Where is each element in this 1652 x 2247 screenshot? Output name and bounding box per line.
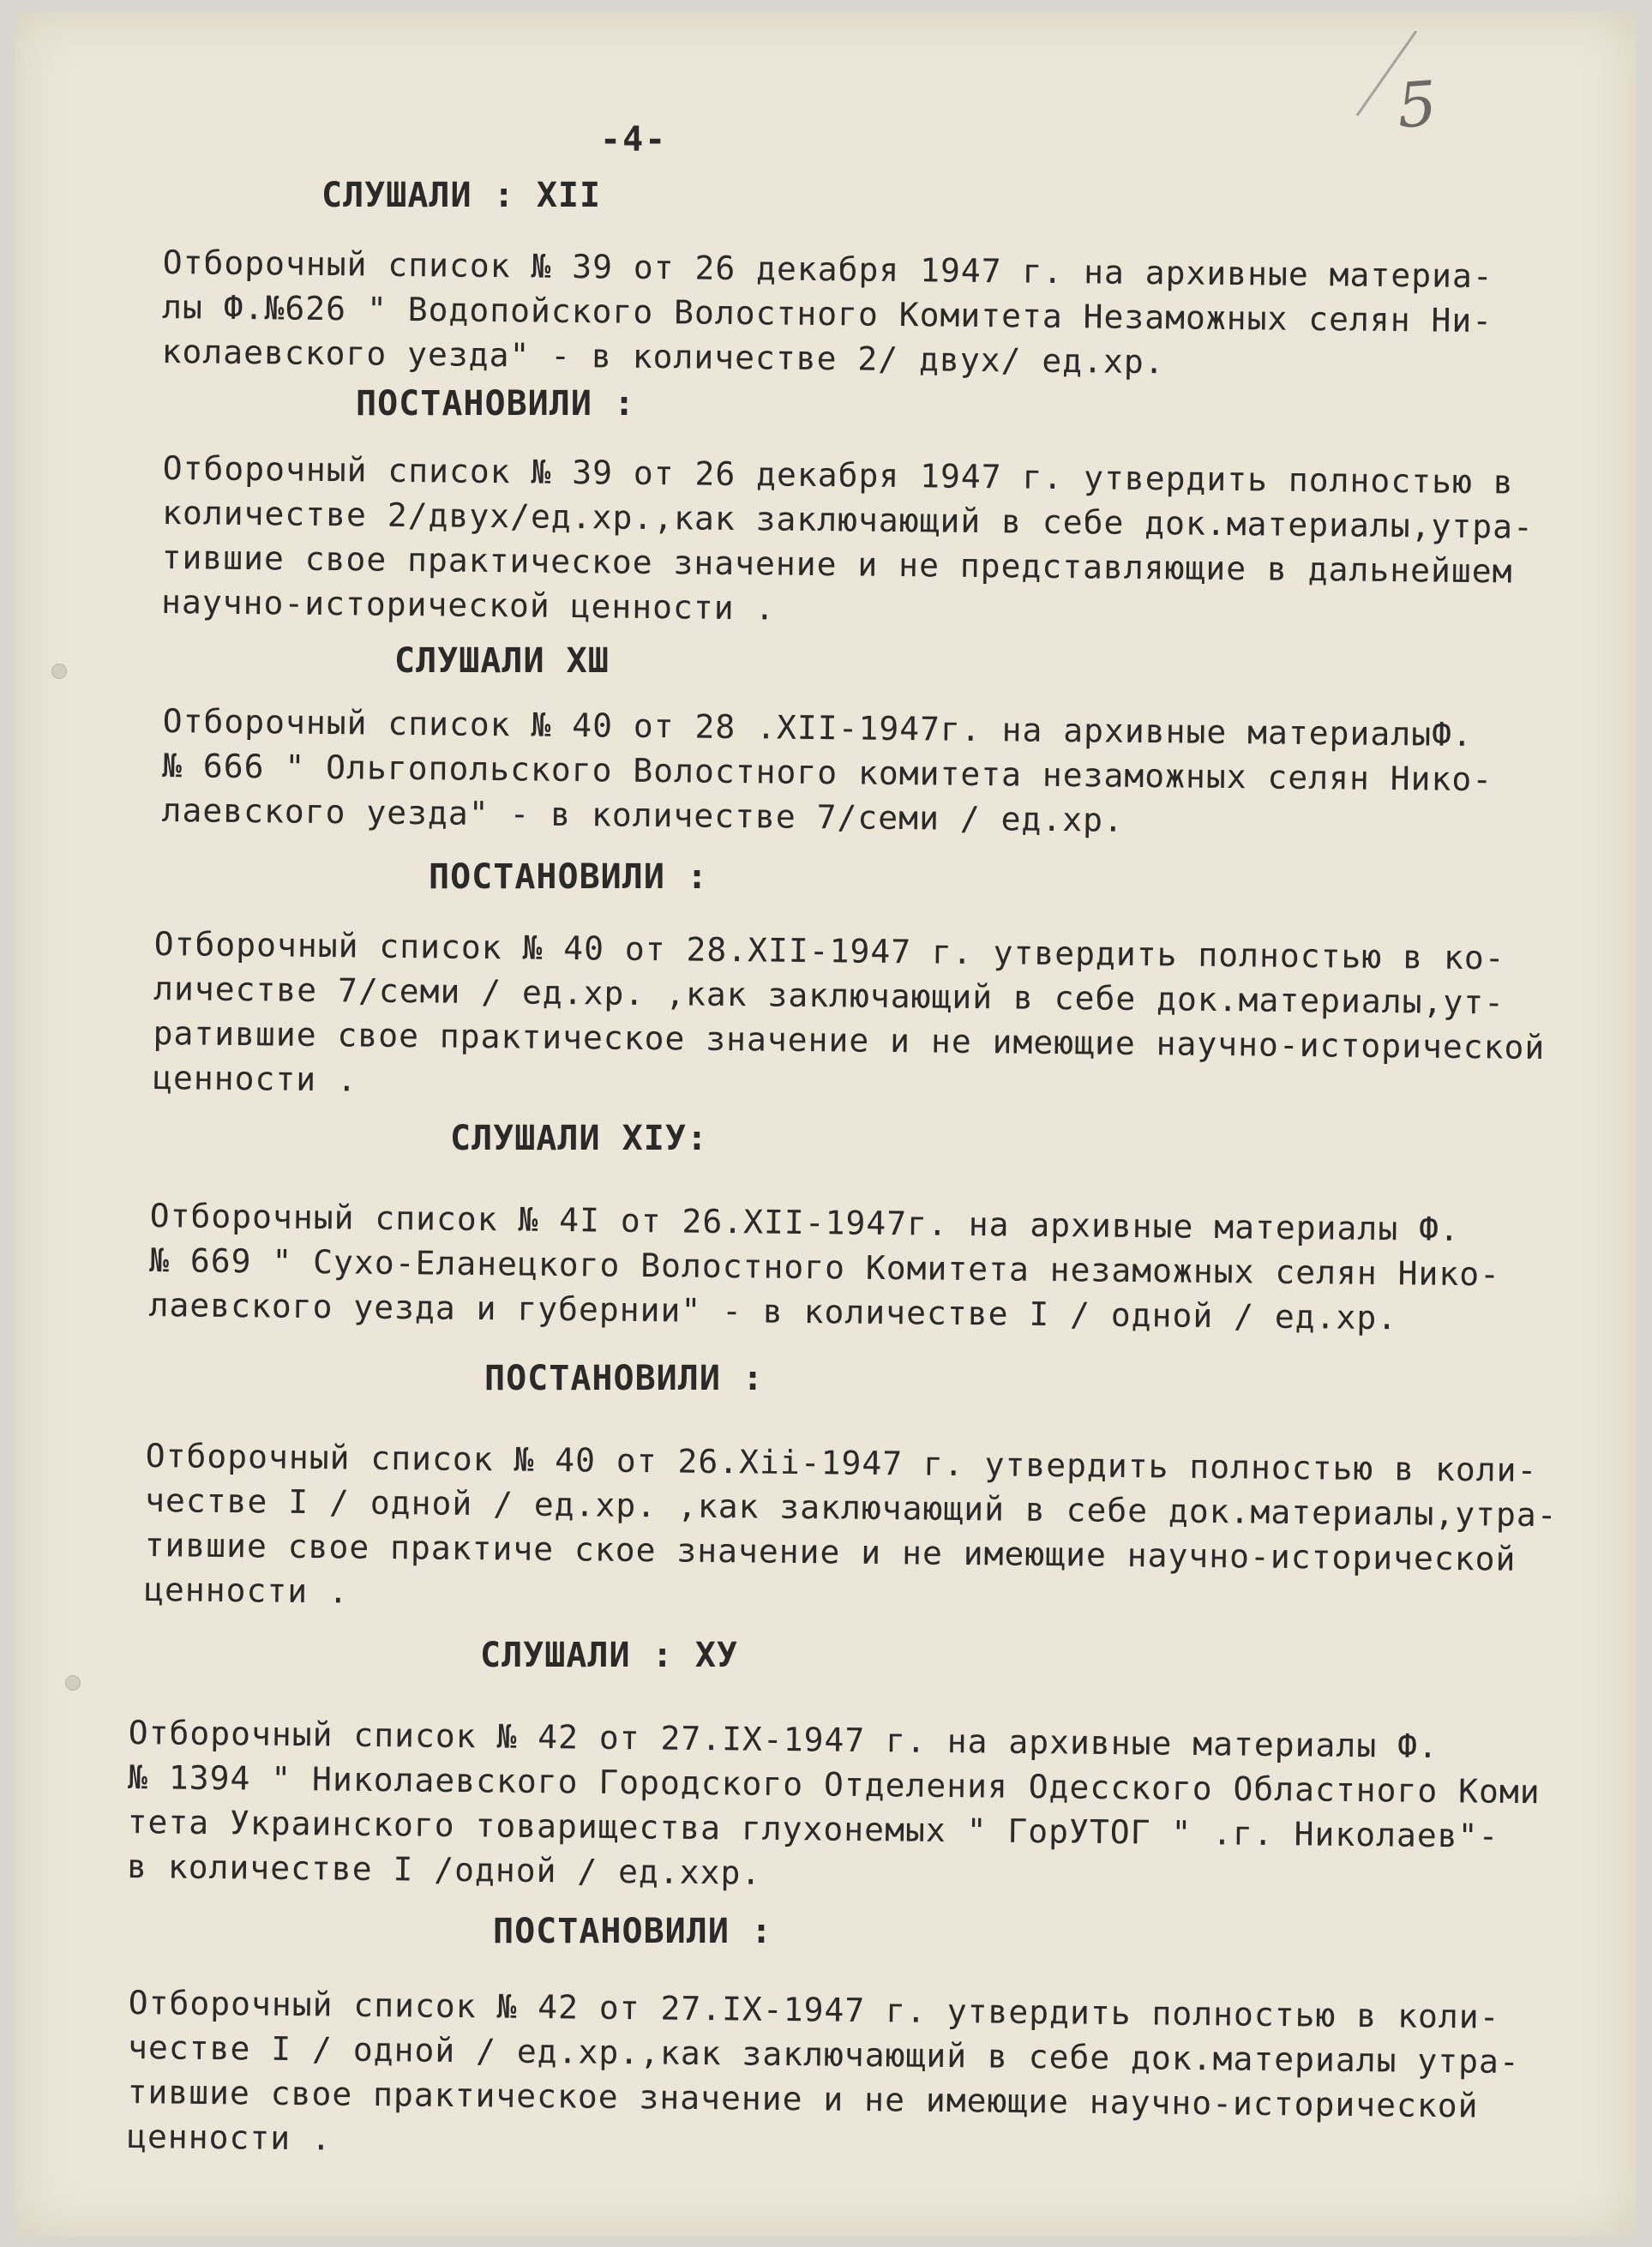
section-text	[148, 1193, 1590, 1343]
text-line: лы Ф.№626 " Водопойского Волостного Комитета Незаможных селян Ни-	[161, 287, 1493, 340]
text-line: тета Украинского товарищества глухонемых " ГорУТОГ " .г. Николаев"-	[127, 1802, 1499, 1855]
text-line: Отборочный список № 42 от 27.IX-1947 г. утвердить полностью в коли-	[128, 1983, 1500, 2036]
text-line: ценности .	[143, 1570, 350, 1611]
text-line: лаевского уезда и губернии" - в количестве I / одной / ед.хр.	[148, 1285, 1398, 1337]
text-line: тившие свое практическое значение и не имеющие научно-исторической	[127, 2072, 1479, 2125]
section-text	[153, 922, 1595, 1115]
text-line: ценности .	[126, 2117, 333, 2158]
text-line: ратившие свое практическое значение и не имеющие научно-исторической	[153, 1013, 1546, 1066]
text-line: Отборочный список № 40 от 28 .XII-1947г. на архивные материалыФ.	[162, 701, 1474, 754]
text-line: Отборочный список № 39 от 26 декабря 1947 г. на архивные материа-	[162, 243, 1493, 296]
text-line: научно-исторической ценности .	[160, 582, 776, 628]
text-line: Отборочный список № 39 от 26 декабря 1947 г. утвердить полностью в	[162, 448, 1514, 502]
text-line: количестве 2/двух/ед.хр.,как заключающий в себе док.материалы,утра-	[161, 493, 1535, 546]
text-line: честве I / одной / ед.хр. ,как заключающий в себе док.материалы,утра-	[144, 1481, 1558, 1535]
text-line: тившие свое практиче ское значение и не имеющие научно-исторической	[144, 1525, 1517, 1578]
text-line: тившие свое практическое значение и не представляющие в дальнейшем	[161, 538, 1513, 591]
section-text	[127, 1980, 1569, 2174]
archive-note: 5	[1395, 67, 1439, 142]
section-text	[161, 446, 1603, 640]
text-line: Отборочный список № 42 от 27.IX-1947 г. на архивные материалы Ф.	[128, 1713, 1439, 1766]
text-line: ценности .	[152, 1058, 358, 1099]
text-line: Отборочный список № 40 от 28.XII-1947 г. утвердить полностью в ко-	[153, 924, 1505, 977]
section-text	[127, 1710, 1612, 1904]
text-line: личестве 7/семи / ед.хр. ,как заключающий в себе док.материалы,ут-	[153, 969, 1505, 1022]
page-number: -4-	[600, 120, 668, 159]
section-heading: СЛУШАЛИ : XII	[321, 176, 602, 215]
section-heading: ПОСТАНОВИЛИ :	[429, 857, 709, 897]
section-heading: ПОСТАНОВИЛИ :	[493, 1912, 773, 1951]
text-line: в количестве I /одной / ед.ххр.	[126, 1847, 762, 1892]
section-heading: СЛУШАЛИ ХIУ:	[450, 1119, 708, 1158]
section-heading: СЛУШАЛИ ХШ	[394, 641, 610, 681]
text-line: честве I / одной / ед.хр.,как заключающий в себе док.материалы утра-	[127, 2028, 1521, 2081]
punch-hole-top	[51, 664, 67, 679]
text-line: колаевского уезда" - в количестве 2/ двух/ ед.хр.	[161, 332, 1165, 382]
section-heading: СЛУШАЛИ : ХУ	[480, 1636, 738, 1675]
text-line: Отборочный список № 40 от 26.Xii-1947 г. утвердить полностью в коли-	[145, 1436, 1538, 1490]
section-text	[161, 699, 1603, 848]
section-text	[144, 1433, 1586, 1627]
punch-hole-bottom	[65, 1675, 81, 1691]
section-heading: ПОСТАНОВИЛИ :	[484, 1359, 765, 1398]
text-line: № 1394 " Николаевского Городского Отделения Одесского Областного Коми	[127, 1757, 1541, 1811]
section-text	[161, 240, 1603, 389]
section-heading: ПОСТАНОВИЛИ :	[356, 384, 636, 424]
text-line: № 666 " Ольгопольского Волостного комитета незаможных селян Нико-	[161, 746, 1493, 799]
text-line: Отборочный список № 4I от 26.XII-1947г. на архивные материалы Ф.	[149, 1196, 1461, 1249]
text-line: лаевского уезда" - в количестве 7/семи / ед.хр.	[161, 790, 1125, 839]
text-line: № 669 " Сухо-Еланецкого Волостного Комитета незаможных селян Нико-	[148, 1241, 1501, 1294]
